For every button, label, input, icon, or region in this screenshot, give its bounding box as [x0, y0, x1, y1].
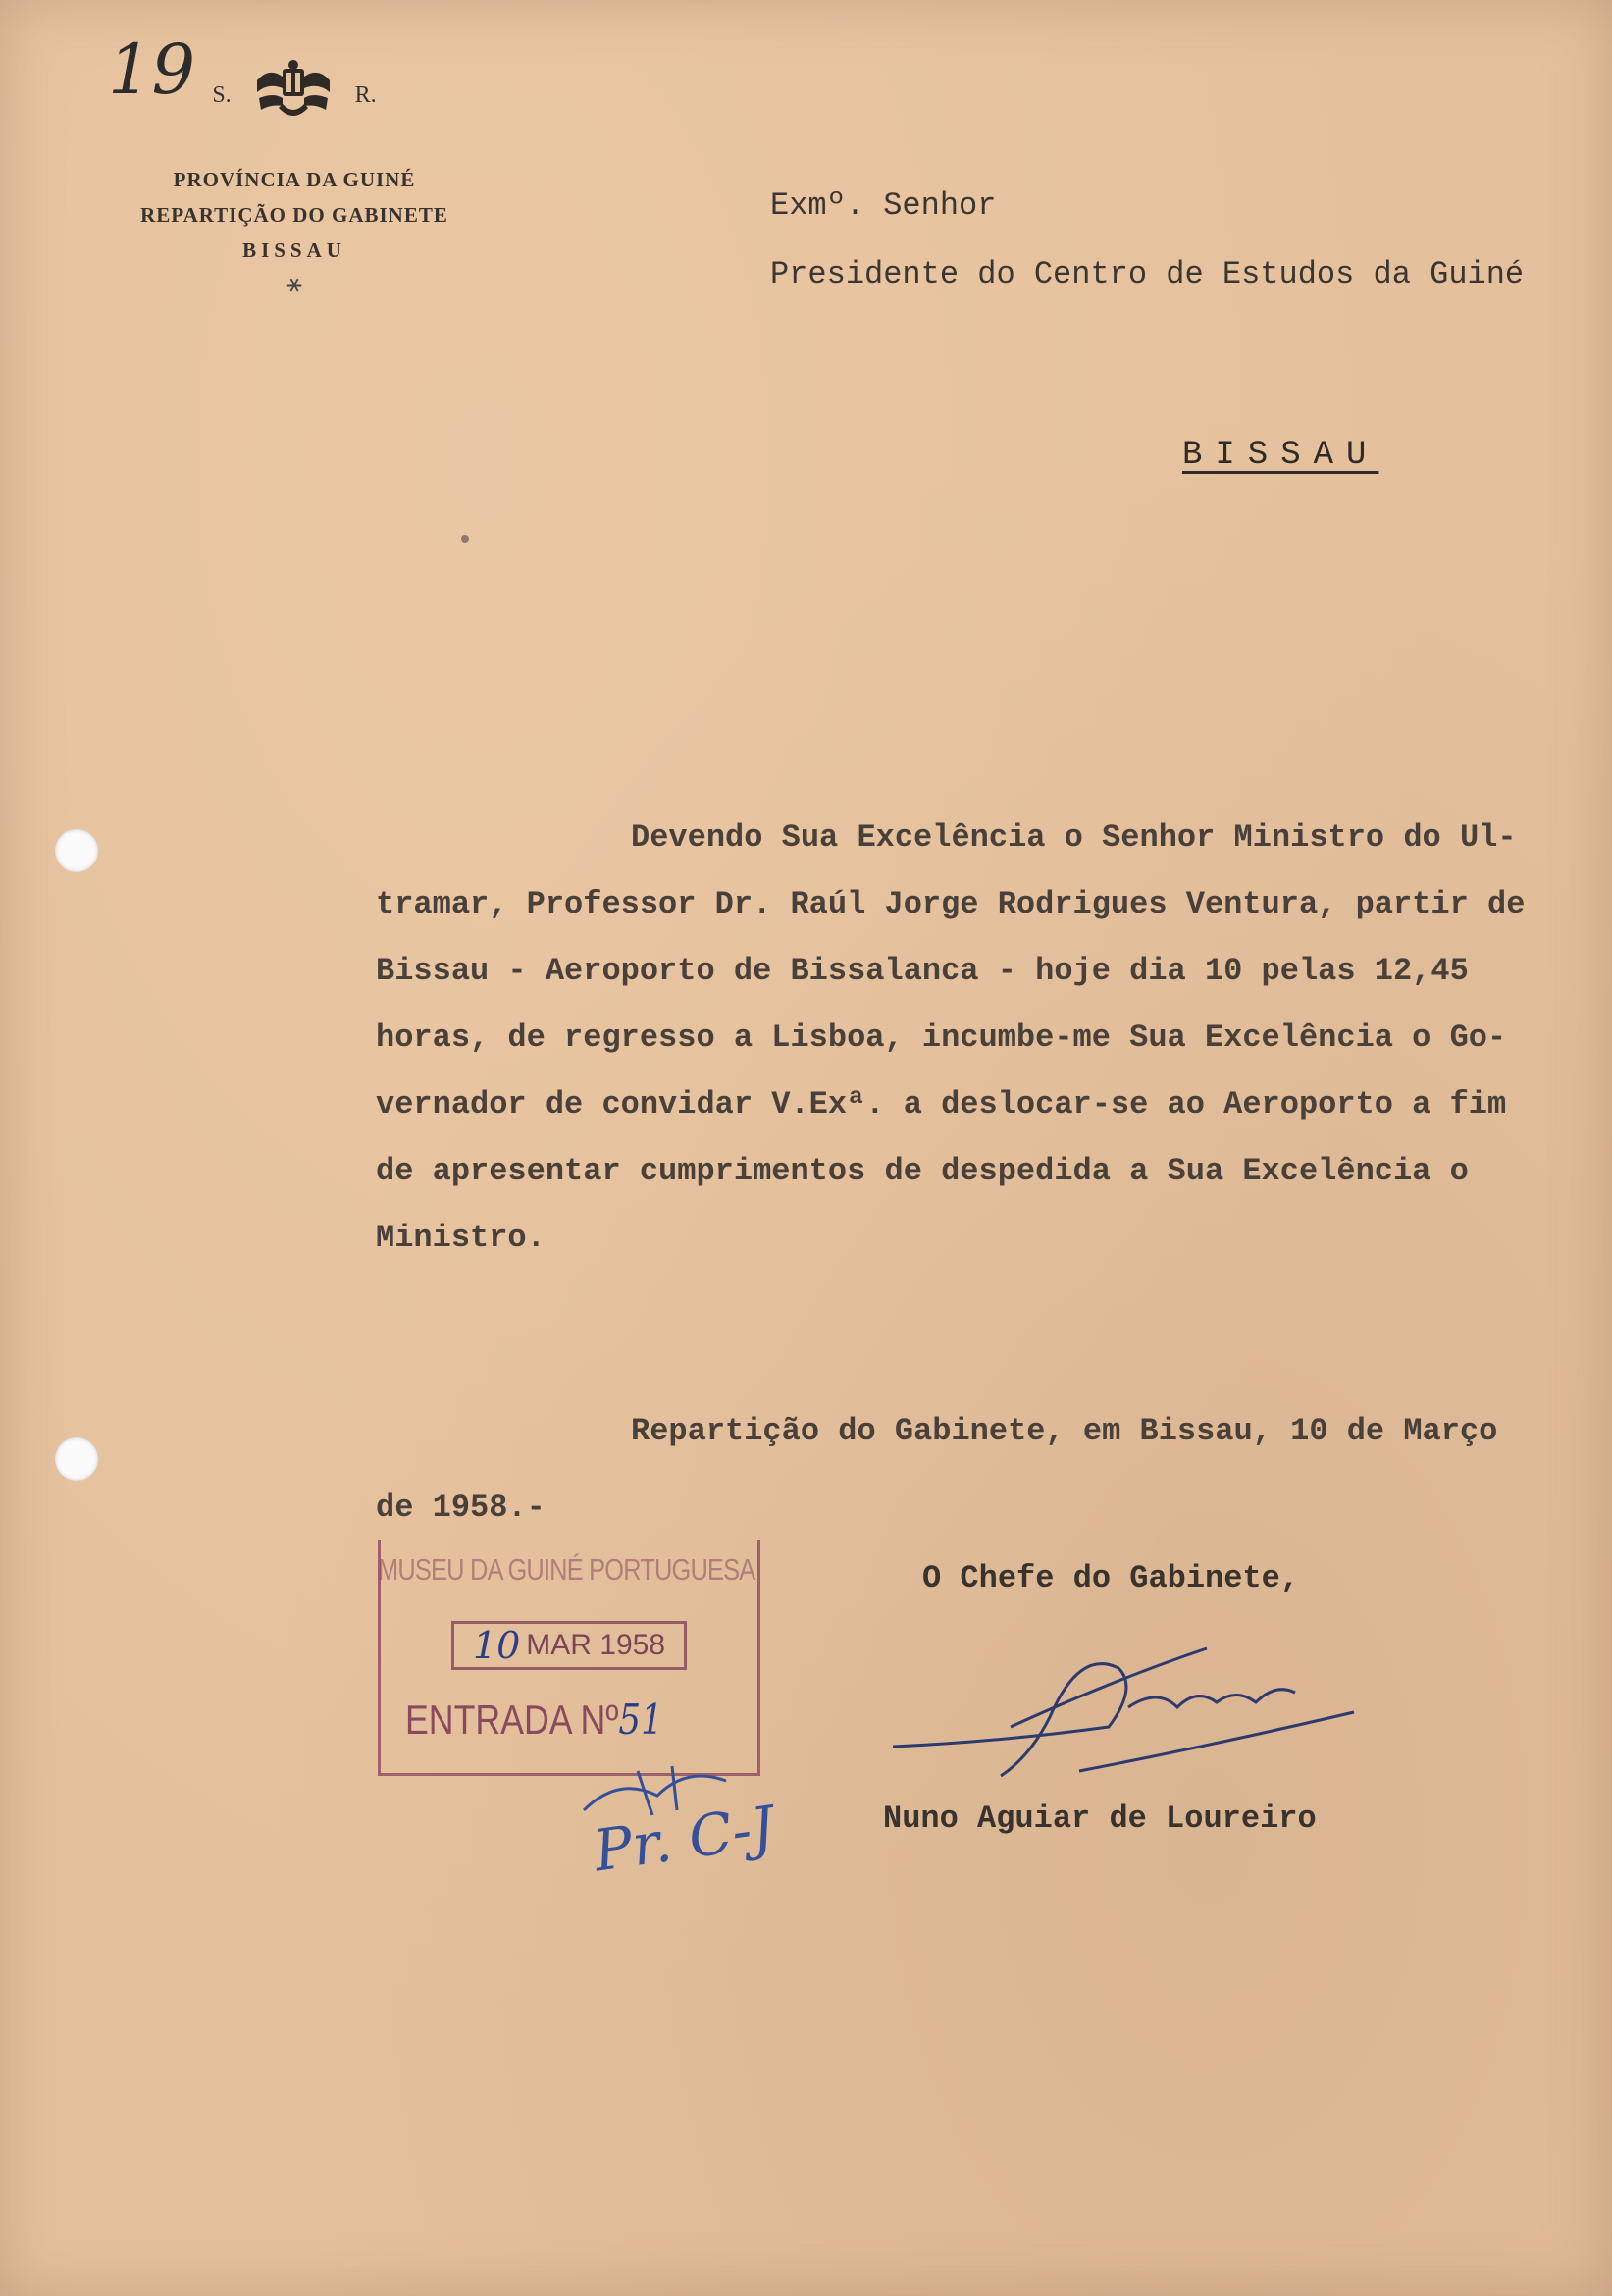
punch-hole-upper	[55, 829, 98, 872]
punch-hole-lower	[55, 1437, 98, 1481]
addressee-title: Presidente do Centro de Estudos da Guiné	[770, 256, 1525, 292]
stamp-entry	[405, 1696, 663, 1744]
body-line: de apresentar cumprimentos de despedida a Sua Excelência o	[376, 1153, 1469, 1189]
stamp-day: 10	[472, 1624, 521, 1667]
stamp-date-box	[451, 1621, 687, 1670]
letterhead	[98, 59, 491, 301]
body-line: Bissau - Aeroporto de Bissalanca - hoje dia 10 pelas 12,45	[376, 953, 1469, 989]
body-line: Devendo Sua Excelência o Senhor Ministro do Ul-	[631, 819, 1517, 856]
stamp-entry-label: ENTRADA Nº	[405, 1696, 619, 1743]
body-line: tramar, Professor Dr. Raúl Jorge Rodrigues Ventura, partir de	[376, 886, 1526, 922]
header-city: BISSAU	[242, 238, 346, 262]
seal-right-initial: R.	[354, 82, 377, 108]
stamp-entry-number: 51	[618, 1696, 663, 1744]
body-line: vernador de convidar V.Exª. a deslocar-se ao Aeroporto a fim	[376, 1086, 1507, 1122]
folio-number: 19	[108, 29, 196, 110]
handwritten-note: Pr. C-J	[590, 1793, 779, 1885]
signatory-role: O Chefe do Gabinete,	[922, 1560, 1300, 1596]
signatory-name: Nuno Aguiar de Loureiro	[883, 1800, 1317, 1837]
paper-speck	[461, 535, 469, 543]
salutation: Exmº. Senhor	[770, 187, 997, 224]
coat-of-arms-icon	[249, 59, 338, 132]
stamp-month-year: MAR 1958	[526, 1629, 666, 1661]
addressee-block	[770, 172, 1524, 309]
department-name: REPARTIÇÃO DO GABINETE	[140, 203, 448, 227]
province-name: PROVÍNCIA DA GUINÉ	[173, 168, 416, 191]
closing-block	[376, 1393, 1497, 1546]
ornament-icon: ⚹	[286, 270, 302, 299]
closing-place-date: Repartição do Gabinete, em Bissau, 10 de Março	[631, 1413, 1498, 1449]
closing-year: de 1958.-	[376, 1489, 546, 1526]
crest-row	[98, 59, 491, 132]
stamp-museum-name: MUSEU DA GUINÉ PORTUGUESA	[378, 1552, 755, 1587]
letter-body	[376, 805, 1583, 1272]
signature-scribble	[883, 1609, 1364, 1786]
body-line: Ministro.	[376, 1220, 546, 1256]
seal-left-initial: S.	[212, 82, 232, 108]
addressee-city: BISSAU	[1182, 437, 1379, 474]
body-line: horas, de regresso a Lisboa, incumbe-me Sua Excelência o Go-	[376, 1019, 1507, 1056]
museum-entry-stamp	[378, 1540, 760, 1776]
